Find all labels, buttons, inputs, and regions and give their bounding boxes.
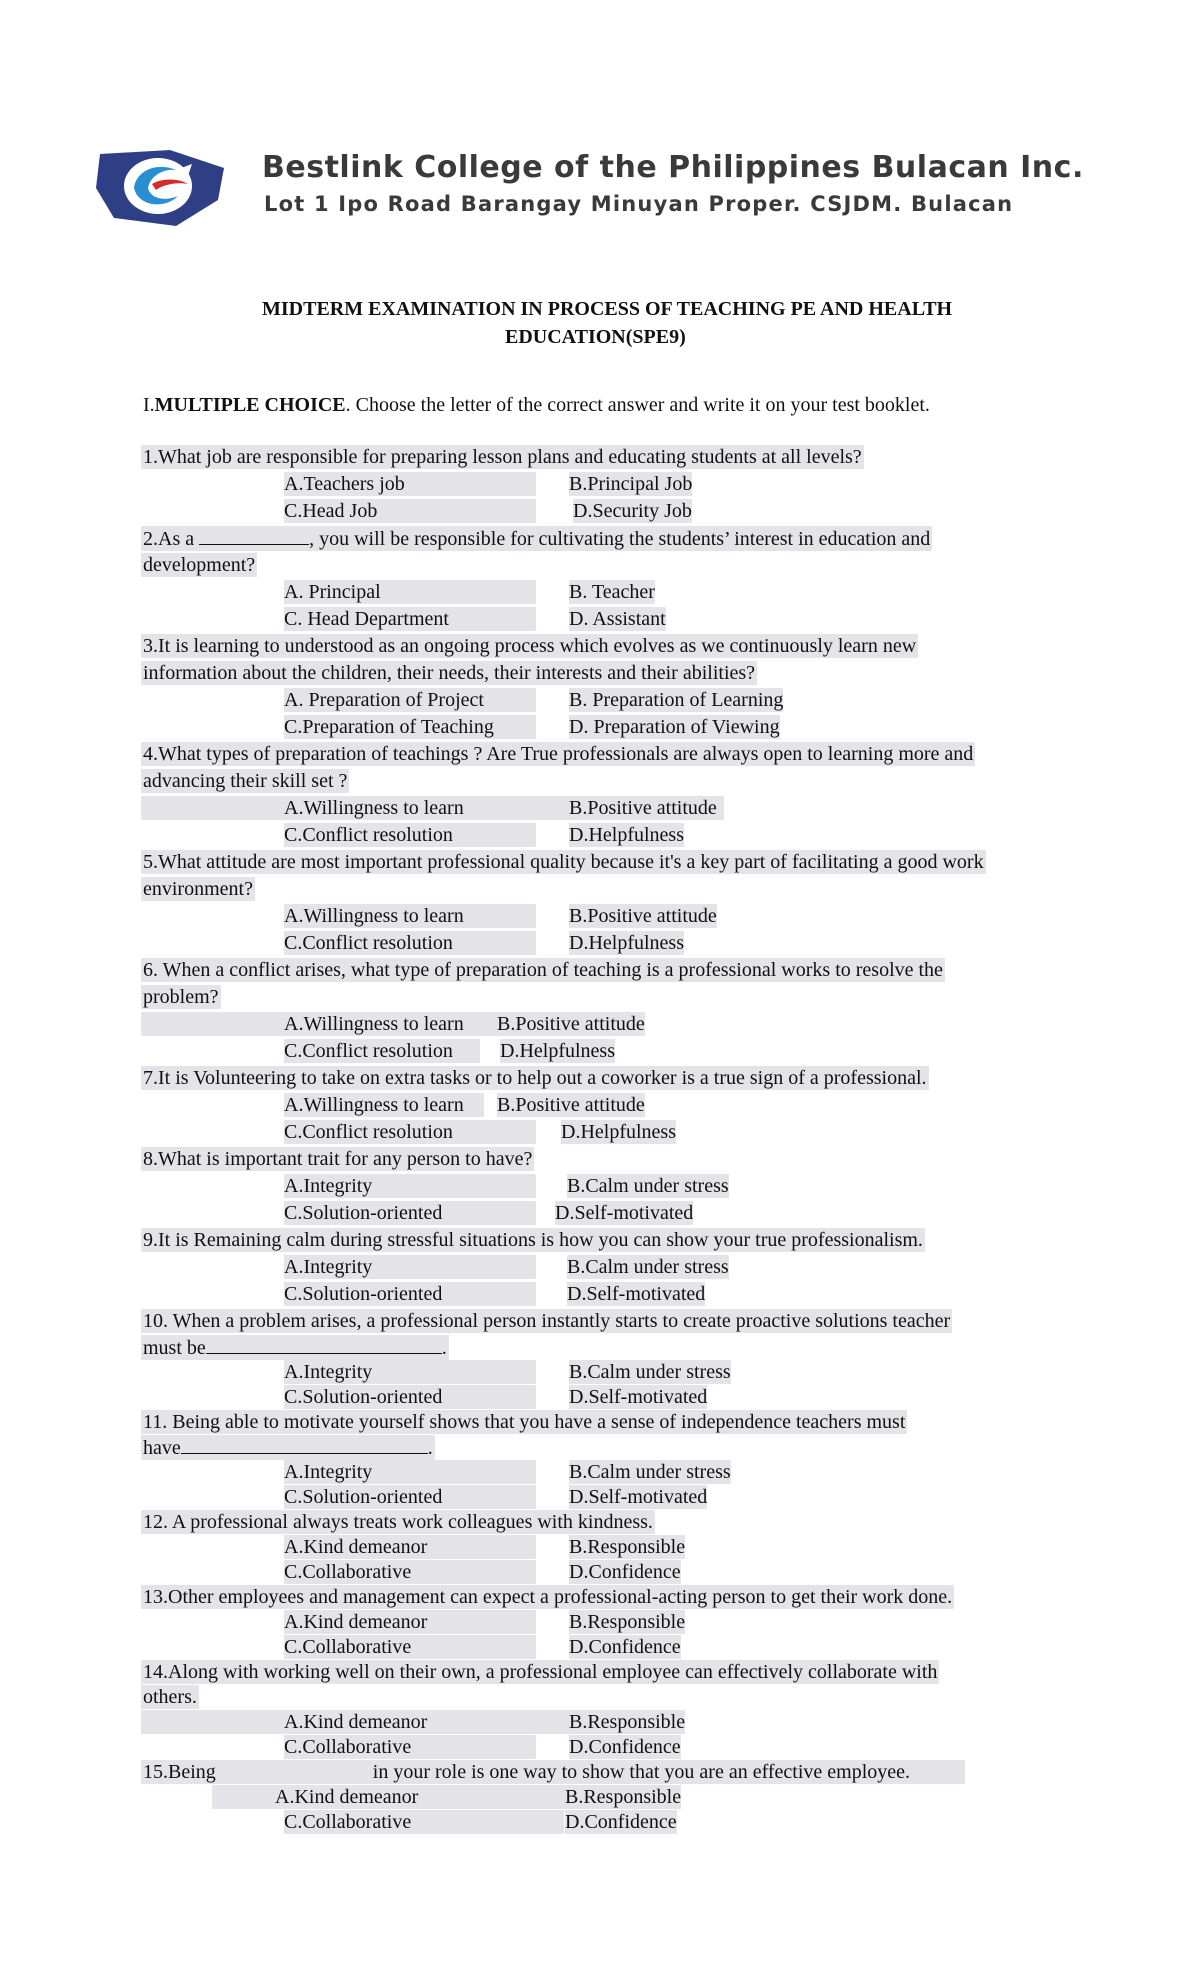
q10-option-a: A.Integrity: [284, 1360, 536, 1384]
q11-option-b: B.Calm under stress: [569, 1461, 731, 1483]
q12-option-c: C.Collaborative: [284, 1560, 536, 1584]
question-6-text: 6. When a conflict arises, what type of preparation of teaching is a professional works to resolve the: [143, 959, 943, 981]
q14-option-d: D.Confidence: [569, 1736, 681, 1758]
q14-option-b: B.Responsible: [569, 1711, 686, 1733]
question-2-start: 2.As a: [143, 528, 200, 550]
section-number: I.: [143, 394, 155, 416]
q15-option-a: A.Kind demeanor: [212, 1785, 625, 1809]
q13-option-c: C.Collaborative: [284, 1635, 536, 1659]
q15-option-b: B.Responsible: [565, 1786, 682, 1808]
question-6-text-cont: problem?: [143, 986, 219, 1008]
q13-option-d: D.Confidence: [569, 1636, 681, 1658]
q2-option-d: D. Assistant: [569, 608, 666, 630]
q11-option-d: D.Self-motivated: [569, 1486, 708, 1508]
question-4-text: 4.What types of preparation of teachings ? Are True professionals are always open to learning more and: [143, 743, 974, 765]
college-address: Lot 1 Ipo Road Barangay Minuyan Proper. CSJDM. Bulacan: [264, 192, 1014, 216]
q15-option-d: D.Confidence: [565, 1811, 677, 1833]
q6-option-c: C.Conflict resolution: [284, 1039, 480, 1063]
question-2-text-cont: development?: [143, 554, 256, 576]
q10-option-b: B.Calm under stress: [569, 1361, 731, 1383]
q9-option-d: D.Self-motivated: [567, 1283, 706, 1305]
q7-option-b: B.Positive attitude: [497, 1094, 645, 1116]
question-5-text: 5.What attitude are most important professional quality because it's a key part of facilitating a good work: [143, 851, 984, 873]
q9-option-c: C.Solution-oriented: [284, 1282, 536, 1306]
q6-option-b: B.Positive attitude: [497, 1013, 645, 1035]
question-3-text-cont: information about the children, their needs, their interests and their abilities?: [143, 662, 756, 684]
answer-blank: [206, 1335, 442, 1354]
q12-option-d: D.Confidence: [569, 1561, 681, 1583]
question-1-text: 1.What job are responsible for preparing lesson plans and educating students at all levels?: [143, 446, 862, 468]
q4-option-d: D.Helpfulness: [569, 824, 684, 846]
question-2-text: [141, 526, 932, 551]
q12-option-b: B.Responsible: [569, 1536, 686, 1558]
question-15-text: [141, 1760, 965, 1784]
q2-option-c: C. Head Department: [284, 607, 536, 631]
section-heading: MULTIPLE CHOICE: [154, 394, 346, 416]
q9-option-b: B.Calm under stress: [567, 1256, 729, 1278]
q1-option-d: D.Security Job: [573, 500, 692, 522]
q1-option-c: C.Head Job: [284, 499, 536, 523]
q10-option-d: D.Self-motivated: [569, 1386, 708, 1408]
q6-option-d: D.Helpfulness: [500, 1040, 615, 1062]
question-11-text: 11. Being able to motivate yourself shows that you have a sense of independence teachers must: [143, 1411, 906, 1433]
question-12-text: 12. A professional always treats work colleagues with kindness.: [143, 1511, 653, 1533]
q3-option-d: D. Preparation of Viewing: [569, 716, 780, 738]
q3-option-b: B. Preparation of Learning: [569, 689, 784, 711]
question-10-text: 10. When a problem arises, a professional person instantly starts to create proactive solutions teacher: [143, 1310, 951, 1332]
question-10-must-be: must be: [143, 1337, 206, 1359]
question-3-text: 3.It is learning to understood as an ongoing process which evolves as we continuously learn new: [143, 635, 917, 657]
answer-blank: [181, 1435, 428, 1454]
q8-option-c: C.Solution-oriented: [284, 1201, 536, 1225]
q4-option-a: A.Willingness to learn: [141, 796, 724, 820]
exam-title-line-2: EDUCATION(SPE9): [505, 326, 686, 348]
q5-option-b: B.Positive attitude: [569, 905, 717, 927]
question-15-rest: in your role is one way to show that you are an effective employee.: [372, 1761, 911, 1783]
question-13-text: 13.Other employees and management can expect a professional-acting person to get their work done.: [143, 1586, 953, 1608]
q5-option-d: D.Helpfulness: [569, 932, 684, 954]
question-10-period: .: [441, 1337, 447, 1359]
question-11-have: have: [143, 1437, 181, 1459]
q13-option-a: A.Kind demeanor: [284, 1610, 536, 1634]
q7-option-c: C.Conflict resolution: [284, 1120, 536, 1144]
q10-option-c: C.Solution-oriented: [284, 1385, 536, 1409]
q14-option-c: C.Collaborative: [284, 1735, 536, 1759]
question-2-rest: , you will be responsible for cultivating the students’ interest in education and: [309, 528, 931, 550]
question-11-text-cont: [141, 1435, 435, 1460]
q3-option-c: C.Preparation of Teaching: [284, 715, 536, 739]
question-9-text: 9.It is Remaining calm during stressful situations is how you can show your true professionalism.: [143, 1229, 923, 1251]
q11-option-a: A.Integrity: [284, 1460, 536, 1484]
question-14-text: 14.Along with working well on their own, a professional employee can effectively collaborate with: [143, 1661, 938, 1683]
q12-option-a: A.Kind demeanor: [284, 1535, 536, 1559]
q3-option-a: A. Preparation of Project: [284, 688, 536, 712]
question-8-text: 8.What is important trait for any person to have?: [143, 1148, 533, 1170]
instructions-text: . Choose the letter of the correct answer and write it on your test booklet.: [345, 394, 930, 416]
question-4-text-cont: advancing their skill set ?: [143, 770, 348, 792]
q4-option-c: C.Conflict resolution: [284, 823, 536, 847]
q7-option-d: D.Helpfulness: [561, 1121, 676, 1143]
question-7-text: 7.It is Volunteering to take on extra tasks or to help out a coworker is a true sign of a professional.: [143, 1067, 927, 1089]
q2-option-b: B. Teacher: [569, 581, 655, 603]
q2-option-a: A. Principal: [284, 580, 536, 604]
q5-option-c: C.Conflict resolution: [284, 931, 536, 955]
question-10-text-cont: [141, 1335, 449, 1360]
q14-option-a: A.Kind demeanor: [141, 1710, 679, 1734]
q8-option-b: B.Calm under stress: [567, 1175, 729, 1197]
q8-option-d: D.Self-motivated: [555, 1202, 694, 1224]
q6-option-a: A.Willingness to learn: [141, 1012, 624, 1036]
q15-option-c: C.Collaborative: [284, 1810, 564, 1834]
question-14-text-cont: others.: [143, 1686, 197, 1708]
q8-option-a: A.Integrity: [284, 1174, 536, 1198]
q11-option-c: C.Solution-oriented: [284, 1485, 536, 1509]
exam-title-line-1: MIDTERM EXAMINATION IN PROCESS OF TEACHING PE AND HEALTH: [262, 298, 953, 320]
question-5-text-cont: environment?: [143, 878, 253, 900]
q5-option-a: A.Willingness to learn: [284, 904, 536, 928]
q1-option-a: A.Teachers job: [284, 472, 536, 496]
question-11-period: .: [427, 1437, 433, 1459]
q4-option-b: B.Positive attitude: [569, 797, 717, 819]
q13-option-b: B.Responsible: [569, 1611, 686, 1633]
q9-option-a: A.Integrity: [284, 1255, 536, 1279]
question-15-being: 15.Being: [143, 1761, 216, 1783]
college-name: Bestlink College of the Philippines Bulacan Inc.: [262, 150, 1084, 185]
q7-option-a: A.Willingness to learn: [284, 1093, 484, 1117]
q1-option-b: B.Principal Job: [569, 473, 693, 495]
letterhead: [92, 140, 1084, 240]
instructions: [143, 394, 930, 417]
college-seal-icon: [92, 148, 232, 228]
answer-blank: [199, 526, 309, 545]
